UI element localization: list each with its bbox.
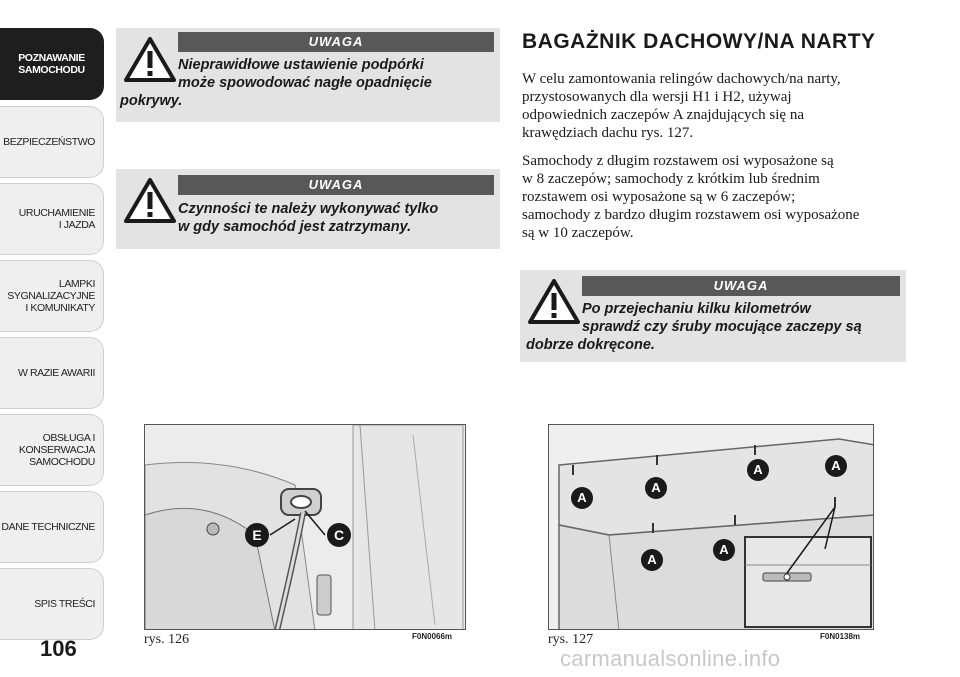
section-title: BAGAŻNIK DACHOWY/NA NARTY xyxy=(522,30,876,53)
paragraph-line: rozstawem osi wyposażone są w 6 zaczepów; xyxy=(522,189,796,205)
callout-label-a: A xyxy=(645,477,667,499)
tab-obsluga-i-konserwacja[interactable]: OBSŁUGA I KONSERWACJA SAMOCHODU xyxy=(0,414,104,486)
hood-strut-illustration xyxy=(145,425,466,630)
figure-126-image xyxy=(144,424,466,630)
warning-text-line: może spowodować nagłe opadnięcie xyxy=(178,75,432,91)
tab-poznawanie-samochodu[interactable]: POZNAWANIE SAMOCHODU xyxy=(0,28,104,100)
tab-dane-techniczne[interactable]: DANE TECHNICZNE xyxy=(0,491,104,563)
warning-header: UWAGA xyxy=(582,276,900,296)
warning-triangle-icon xyxy=(124,36,176,82)
warning-box-1 xyxy=(116,28,500,122)
callout-label-c: C xyxy=(327,523,351,547)
warning-text-line: Czynności te należy wykonywać tylko xyxy=(178,201,439,217)
tab-spis-tresci[interactable]: SPIS TREŚCI xyxy=(0,568,104,640)
warning-text-line: pokrywy. xyxy=(120,93,183,109)
callout-label-a: A xyxy=(747,459,769,481)
figure-126-caption: rys. 126 xyxy=(144,632,190,647)
paragraph-1 xyxy=(522,70,912,142)
watermark: carmanualsonline.info xyxy=(560,646,781,671)
warning-text-line: Nieprawidłowe ustawienie podpórki xyxy=(178,57,424,73)
warning-text-line: dobrze dokręcone. xyxy=(526,337,655,353)
paragraph-line: są w 10 zaczepów. xyxy=(522,225,634,241)
callout-label-a: A xyxy=(571,487,593,509)
paragraph-2 xyxy=(522,152,912,242)
warning-header: UWAGA xyxy=(178,32,494,52)
tab-bezpieczenstwo[interactable]: BEZPIECZEŃSTWO xyxy=(0,106,104,178)
warning-triangle-icon xyxy=(528,278,580,324)
warning-box-3 xyxy=(520,270,906,362)
callout-label-a: A xyxy=(825,455,847,477)
callout-label-e: E xyxy=(245,523,269,547)
paragraph-line: krawędziach dachu rys. 127. xyxy=(522,125,694,141)
callout-label-a: A xyxy=(713,539,735,561)
figure-126-code: F0N0066m xyxy=(412,632,453,641)
tab-uruchamienie-i-jazda[interactable]: URUCHAMIENIE I JAZDA xyxy=(0,183,104,255)
tab-w-razie-awarii[interactable]: W RAZIE AWARII xyxy=(0,337,104,409)
paragraph-line: Samochody z długim rozstawem osi wyposażone są xyxy=(522,153,834,169)
paragraph-line: odpowiednich zaczepów A znajdujących się na xyxy=(522,107,804,123)
paragraph-line: przystosowanych dla wersji H1 i H2, używaj xyxy=(522,89,792,105)
warning-header: UWAGA xyxy=(178,175,494,195)
paragraph-line: w 8 zaczepów; samochody z krótkim lub średnim xyxy=(522,171,820,187)
callout-label-a: A xyxy=(641,549,663,571)
figure-127-image xyxy=(548,424,874,630)
warning-triangle-icon xyxy=(124,177,176,223)
warning-text-line: Po przejechaniu kilku kilometrów xyxy=(582,301,811,317)
paragraph-line: W celu zamontowania relingów dachowych/na narty, xyxy=(522,71,841,87)
figure-127-caption: rys. 127 xyxy=(548,632,594,647)
warning-text-line: w gdy samochód jest zatrzymany. xyxy=(178,219,412,235)
tab-lampki-sygnalizacyjne[interactable]: LAMPKI SYGNALIZACYJNE I KOMUNIKATY xyxy=(0,260,104,332)
figure-127-code: F0N0138m xyxy=(820,632,861,641)
warning-box-2 xyxy=(116,169,500,249)
warning-text-line: sprawdź czy śruby mocujące zaczepy są xyxy=(582,319,862,335)
paragraph-line: samochody z bardzo długim rozstawem osi wyposażone xyxy=(522,207,860,223)
roof-rack-anchors-illustration xyxy=(549,425,874,630)
page-number: 106 xyxy=(40,636,77,661)
